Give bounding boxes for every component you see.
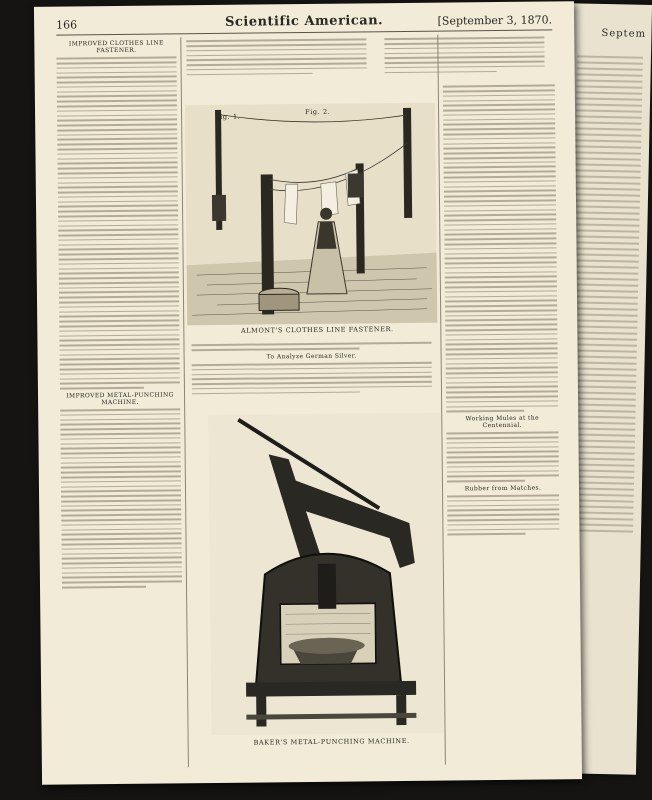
- figure-1-label: Fig. 1.: [215, 112, 241, 121]
- metal-punching-heading: IMPROVED METAL-PUNCHING MACHINE.: [66, 391, 174, 407]
- page-number: 166: [56, 18, 78, 32]
- left-column-text-bottom: [60, 408, 182, 588]
- middle-column-text: [191, 339, 432, 398]
- right-column-top-text: [384, 34, 544, 77]
- metal-punching-engraving: [208, 413, 443, 735]
- opposite-page-header: Septem: [601, 27, 647, 40]
- clothes-line-caption: ALMONT'S CLOTHES LINE FASTENER.: [240, 325, 394, 335]
- newspaper-page: [34, 1, 582, 785]
- german-silver-heading: To Analyze German Silver.: [266, 352, 357, 361]
- figure-2-label: Fig. 2.: [305, 107, 331, 117]
- left-column: [56, 37, 182, 591]
- clothes-line-engraving: [185, 103, 437, 326]
- clothes-line-illustration: [185, 103, 437, 326]
- metal-punching-caption: BAKER'S METAL-PUNCHING MACHINE.: [253, 736, 410, 747]
- masthead: [56, 9, 552, 35]
- centennial-heading: Working Mules at the Centennial.: [465, 414, 540, 430]
- middle-column-top-text: [186, 35, 366, 78]
- masthead-title: Scientific American.: [224, 13, 384, 30]
- left-column-text-top: [56, 57, 179, 390]
- issue-date: [September 3, 1870.: [437, 13, 553, 28]
- metal-punching-illustration: [208, 413, 443, 735]
- rubber-heading: Rubber from Matches.: [464, 484, 542, 493]
- right-column-text: [443, 81, 560, 538]
- clothes-line-heading: IMPROVED CLOTHES LINE FASTENER.: [68, 39, 164, 55]
